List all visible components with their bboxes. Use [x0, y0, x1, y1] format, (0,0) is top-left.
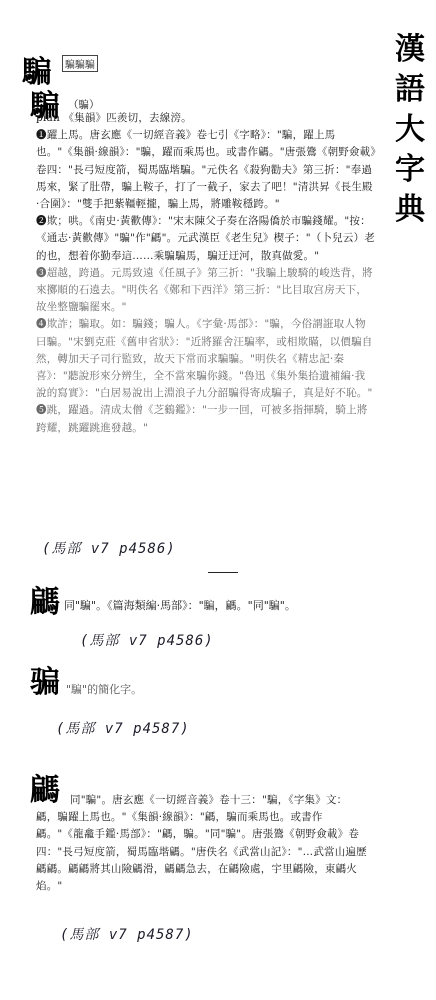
sense-paragraph: ❷欺；哄。《南史·黃歡傳》："宋末陳父子奏在洛陽僑於市騙錢耀。"按：《通志·黃歡傳》"騙"作"騗"。元武漢臣《老生兒》楔子："（卜兒云）老的也，想着你勤奉這……乘騙騙馬，騙迂迂河，散真做愛。": [36, 215, 375, 262]
divider: [208, 572, 238, 573]
entry2-text: 同"騙"。《篇海類編·馬部》："騙，騗。"同"騙"。: [64, 599, 296, 612]
dictionary-title: [388, 30, 432, 230]
sense-paragraph: 同"騙"。唐玄應《一切經音義》卷十三："騙，《字集》文：騗，騙躍上馬也。"《集韻·線韻》："騗，騙而乘馬也。或書作騗。"《龍龕手鑑·馬部》："騗，騙。"同"騙"。唐張鷟《朝野僉載》卷四："長弓短度箭，蜀馬臨堦騗。"唐佚名《武當山記》："…武當山遍歷騗騗。騗騗將其山險騗滑，騗騗急去，在騗險處，宇里騗險，東騗火焰。": [36, 794, 367, 893]
handwritten-note: (馬部 v7 p4587): [60, 927, 194, 943]
handwritten-note: (馬部 v7 p4587): [56, 721, 190, 737]
sense-paragraph: ❸超越，跨過。元馬致遠《任風子》第三折："我騙上駿騎的峻迭背，將來擲順的石遶去。"明佚名《鄭和下西洋》第三折："比目取宫房天下，故坐整鹽騙罷來。": [36, 266, 373, 314]
headword-entry2: 騗: [30, 585, 60, 620]
headword-variant: 騙: [30, 89, 60, 124]
sense-paragraph: ❶躍上馬。唐玄應《一切經音義》卷七引《字略》："騙，躍上馬也。"《集韻·線韻》："騙，躍而乘馬也。或書作騗。"唐張鷟《朝野僉載》卷四："長弓短度箭，蜀馬臨堦騙。"元佚名《殺狗勸夫》第三折："奉過馬來，緊了肚帶，騙上鞍子，打了一截子，家去了吧！"清洪昇《長生殿·合圍》："雙手把紫韁輕攏，騙上馬，將雕鞍穩跨。": [36, 129, 376, 211]
handwritten-note: (馬部 v7 p4586): [42, 541, 176, 557]
page-tag: 騙騙騙: [62, 55, 98, 72]
entry3-text: "騙"的簡化字。: [66, 683, 143, 696]
headword-entry4: 騗: [30, 773, 60, 808]
title-char: 語: [395, 72, 425, 107]
title-char: 典: [395, 192, 425, 227]
sense-paragraph: ❹欺詐；騙取。如：騙錢；騙人。《字彙·馬部》："騙，今俗謂誑取人物曰騙。"宋劉克莊《舊申省狀》："近將羅舍汪騙率，或相欺瞞，以價騙自然，轉加天子司行監致，故天下常而求騙騙。"明佚名《精忠記·秦喜》："聽說形來分辨生，全不當來騙你錢。"魯迅《集外集拾遺補編·我說的寫實》："白居易說出上淵浪子九分韶騙得寄成騙子，真是好不恥。": [36, 318, 373, 400]
headword-entry3: 骗: [30, 665, 60, 700]
title-char: 漢: [395, 32, 425, 67]
title-char: 字: [395, 152, 425, 187]
entry4-text: [36, 792, 368, 895]
sense-paragraph: ❺跳，躍過。清成太僧《芝鶴鑑》："一步一回，可被多指揮騎，騎上將跨耀，跳躍跳進發越。": [36, 404, 368, 434]
entry-body: [36, 110, 376, 437]
pronunciation: piàn 《集韻》匹羨切，去線滂。: [36, 112, 192, 124]
handwritten-note: (馬部 v7 p4586): [80, 633, 214, 649]
title-char: 大: [395, 112, 425, 147]
variant-note: （騙）: [68, 99, 100, 111]
headword-main: 騙: [22, 55, 52, 90]
